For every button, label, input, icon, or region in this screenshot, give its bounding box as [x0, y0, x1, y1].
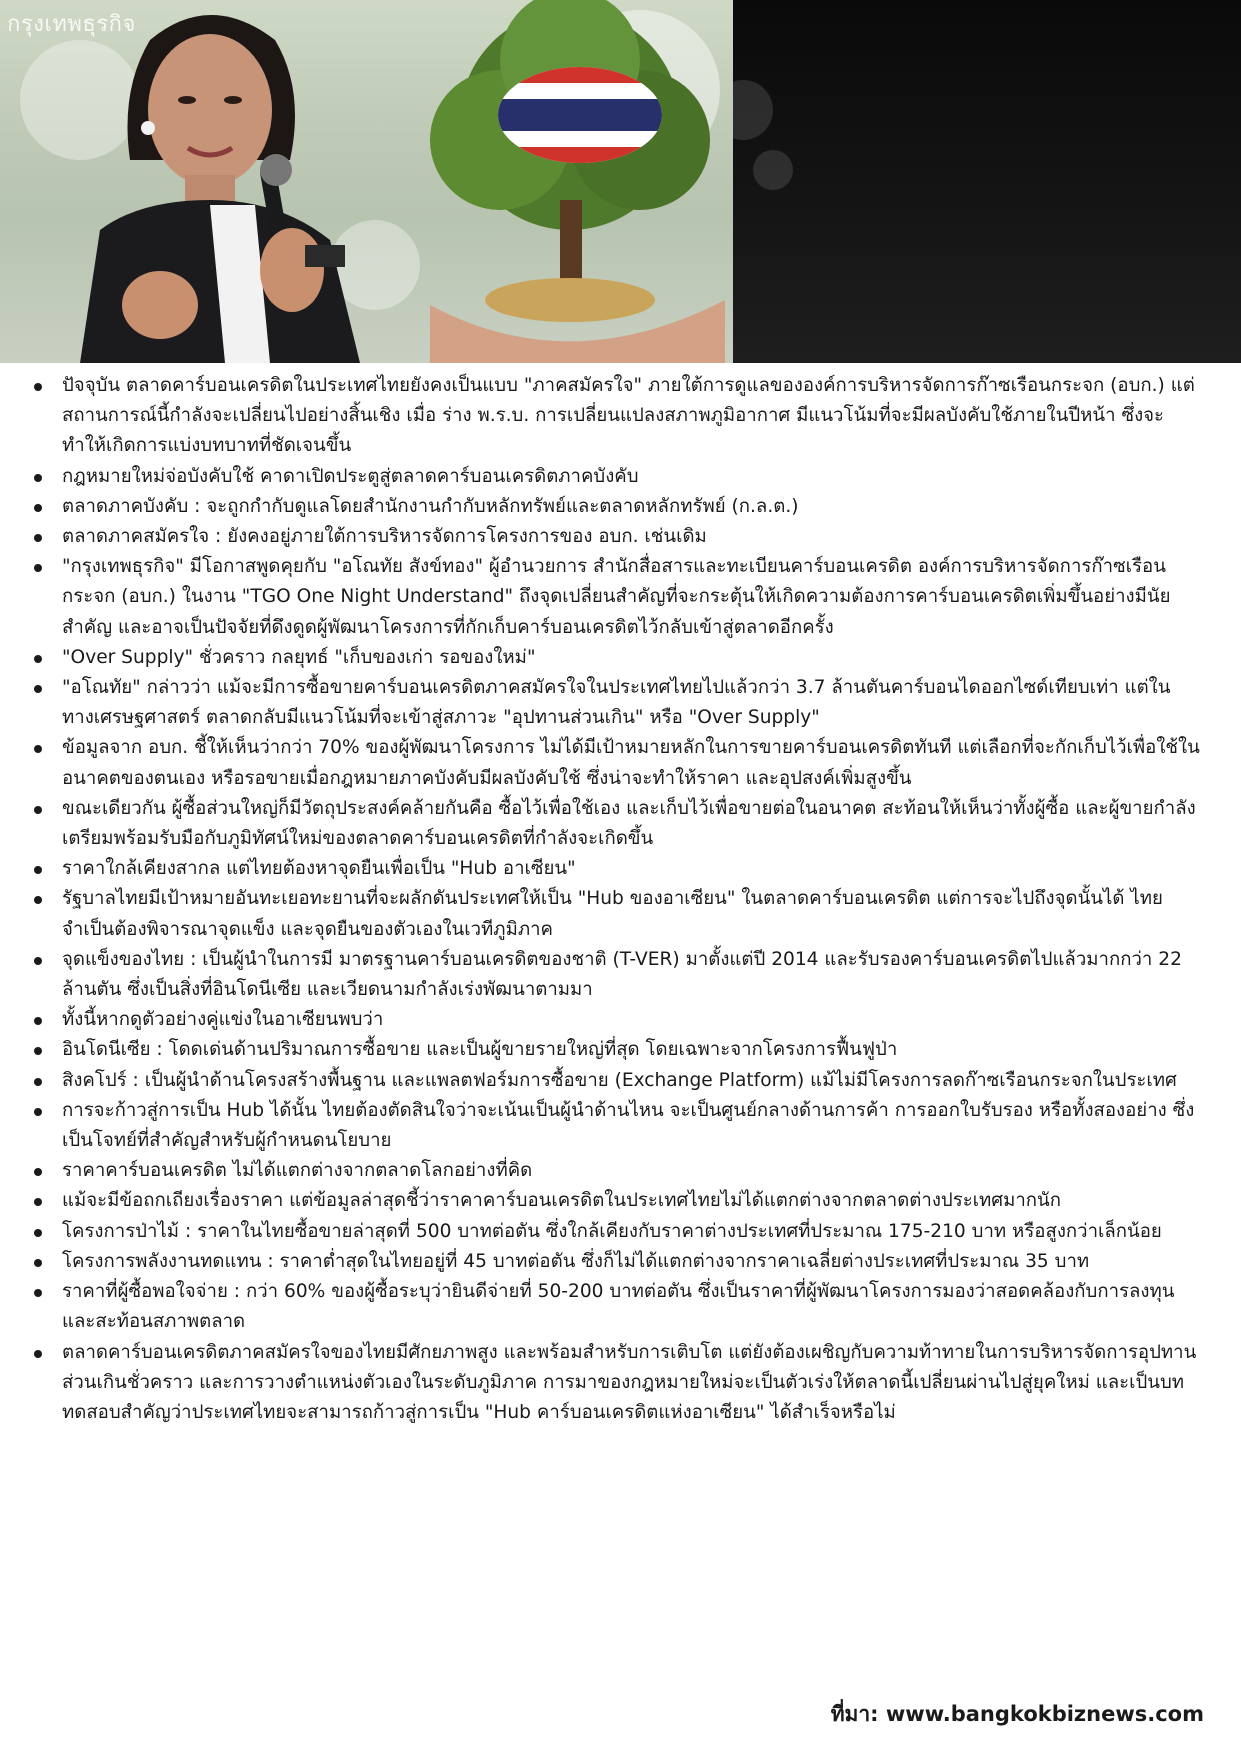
bullet-item: "อโณทัย" กล่าวว่า แม้จะมีการซื้อขายคาร์บอนเครดิตภาคสมัครใจในประเทศไทยไปแล้วกว่า 3.7 ล้านตันคาร์บอนไดออกไซด์เทียบเท่า แต่ในทางเศรษฐศาสตร์ ตลาดกลับมีแนวโน้มที่จะเข้าสู่สภาวะ "อุปทานส่วนเกิน" หรือ "Over Supply"	[62, 673, 1201, 733]
bullet-item: รัฐบาลไทยมีเป้าหมายอันทะเยอทะยานที่จะผลักดันประเทศให้เป็น "Hub ของอาเซียน" ในตลาดคาร์บอนเครดิต แต่การจะไปถึงจุดนั้นได้ ไทยจำเป็นต้องพิจารณาจุดแข็ง และจุดยืนของตัวเองในเวทีภูมิภาค	[62, 884, 1201, 944]
article-body	[0, 363, 1241, 1755]
bullet-item: ข้อมูลจาก อบก. ชี้ให้เห็นว่ากว่า 70% ของผู้พัฒนาโครงการ ไม่ได้มีเป้าหมายหลักในการขายคาร์บอนเครดิตทันที แต่เลือกที่จะกักเก็บไว้เพื่อใช้ในอนาคตของตนเอง หรือรอขายเมื่อกฎหมายภาคบังคับมีผลบังคับใช้ ซึ่งน่าจะทำให้ราคา และอุปสงค์เพิ่มสูงขึ้น	[62, 733, 1201, 793]
bullet-item: โครงการป่าไม้ : ราคาในไทยซื้อขายล่าสุดที่ 500 บาทต่อตัน ซึ่งใกล้เคียงกับราคาต่างประเทศที่ประมาณ 175-210 บาท หรือสูงกว่าเล็กน้อย	[62, 1217, 1201, 1247]
bullet-item: โครงการพลังงานทดแทน : ราคาต่ำสุดในไทยอยู่ที่ 45 บาทต่อตัน ซึ่งก็ไม่ได้แตกต่างจากราคาเฉลี่ยต่างประเทศที่ประมาณ 35 บาท	[62, 1247, 1201, 1277]
bullet-item: การจะก้าวสู่การเป็น Hub ได้นั้น ไทยต้องตัดสินใจว่าจะเน้นเป็นผู้นำด้านไหน จะเป็นศูนย์กลางด้านการค้า การออกใบรับรอง หรือทั้งสองอย่าง ซึ่งเป็นโจทย์ที่สำคัญสำหรับผู้กำหนดนโยบาย	[62, 1096, 1201, 1156]
speaker-woman-left-image	[40, 0, 370, 363]
left-photo	[0, 0, 733, 363]
bullet-item: ขณะเดียวกัน ผู้ซื้อส่วนใหญ่ก็มีวัตถุประสงค์คล้ายกันคือ ซื้อไว้เพื่อใช้เอง และเก็บไว้เพื่อขายต่อในอนาคต สะท้อนให้เห็นว่าทั้งผู้ซื้อ และผู้ขายกำลังเตรียมพร้อมรับมือกับภูมิทัศน์ใหม่ของตลาดคาร์บอนเครดิตที่กำลังจะเกิดขึ้น	[62, 794, 1201, 854]
bullet-item: สิงคโปร์ : เป็นผู้นำด้านโครงสร้างพื้นฐาน และแพลตฟอร์มการซื้อขาย (Exchange Platform) แม้ไม่มีโครงการลดก๊าซเรือนกระจกในประเทศ	[62, 1066, 1201, 1096]
bullet-item: ราคาใกล้เคียงสากล แต่ไทยต้องหาจุดยืนเพื่อเป็น "Hub อาเซียน"	[62, 854, 1201, 884]
bullet-item: ตลาดภาคสมัครใจ : ยังคงอยู่ภายใต้การบริหารจัดการโครงการของ อบก. เช่นเดิม	[62, 522, 1201, 552]
bullet-item: ตลาดคาร์บอนเครดิตภาคสมัครใจของไทยมีศักยภาพสูง และพร้อมสำหรับการเติบโต แต่ยังต้องเผชิญกับความท้าทายในการบริหารจัดการอุปทานส่วนเกินชั่วคราว และการวางตำแหน่งตัวเองในระดับภูมิภาค การมาของกฎหมายใหม่จะเป็นตัวเร่งให้ตลาดนี้เปลี่ยนผ่านไปสู่ยุคใหม่ และเป็นบททดสอบสำคัญว่าประเทศไทยจะสามารถก้าวสู่การเป็น "Hub คาร์บอนเครดิตแห่งอาเซียน" ได้สำเร็จหรือไม่	[62, 1338, 1201, 1429]
bullet-item: ราคาที่ผู้ซื้อพอใจจ่าย : กว่า 60% ของผู้ซื้อระบุว่ายินดีจ่ายที่ 50-200 บาทต่อตัน ซึ่งเป็นราคาที่ผู้พัฒนาโครงการมองว่าสอดคล้องกับการลงทุน และสะท้อนสภาพตลาด	[62, 1277, 1201, 1337]
bullet-item: อินโดนีเซีย : โดดเด่นด้านปริมาณการซื้อขาย และเป็นผู้ขายรายใหญ่ที่สุด โดยเฉพาะจากโครงการฟื้นฟูป่า	[62, 1035, 1201, 1065]
bullet-item: ราคาคาร์บอนเครดิต ไม่ได้แตกต่างจากตลาดโลกอย่างที่คิด	[62, 1156, 1201, 1186]
source-credit: ที่มา: www.bangkokbiznews.com	[830, 1702, 1204, 1726]
bullet-list	[0, 363, 1241, 1428]
bullet-item: แม้จะมีข้อถกเถียงเรื่องราคา แต่ข้อมูลล่าสุดชี้ว่าราคาคาร์บอนเครดิตในประเทศไทยไม่ได้แตกต่างจากตลาดต่างประเทศมากนัก	[62, 1186, 1201, 1216]
bullet-item: ทั้งนี้หากดูตัวอย่างคู่แข่งในอาเซียนพบว่า	[62, 1005, 1201, 1035]
bullet-item: ปัจจุบัน ตลาดคาร์บอนเครดิตในประเทศไทยยังคงเป็นแบบ "ภาคสมัครใจ" ภายใต้การดูแลขององค์การบริหารจัดการก๊าซเรือนกระจก (อบก.) แต่สถานการณ์นี้กำลังจะเปลี่ยนไปอย่างสิ้นเชิง เมื่อ ร่าง พ.ร.บ. การเปลี่ยนแปลงสภาพภูมิอากาศ มีแนวโน้มที่จะมีผลบังคับใช้ภายในปีหน้า ซึ่งจะทำให้เกิดการแบ่งบทบาทที่ชัดเจนขึ้น	[62, 371, 1201, 462]
bullet-item: ตลาดภาคบังคับ : จะถูกกำกับดูแลโดยสำนักงานกำกับหลักทรัพย์และตลาดหลักทรัพย์ (ก.ล.ต.)	[62, 492, 1201, 522]
bullet-item: จุดแข็งของไทย : เป็นผู้นำในการมี มาตรฐานคาร์บอนเครดิตของชาติ (T-VER) มาตั้งแต่ปี 2014 และรับรองคาร์บอนเครดิตไปแล้วมากกว่า 22 ล้านตัน ซึ่งเป็นสิ่งที่อินโดนีเซีย และเวียดนามกำลังเร่งพัฒนาตามมา	[62, 945, 1201, 1005]
hero-photo	[0, 0, 1241, 363]
right-photo	[733, 0, 1241, 363]
watermark-text: กรุงเทพธุรกิจ	[7, 12, 136, 37]
tree-with-thai-flag-image	[410, 0, 730, 363]
bullet-item: กฎหมายใหม่จ่อบังคับใช้ คาดาเปิดประตูสู่ตลาดคาร์บอนเครดิตภาคบังคับ	[62, 462, 1201, 492]
bullet-item: "กรุงเทพธุรกิจ" มีโอกาสพูดคุยกับ "อโณทัย สังข์ทอง" ผู้อำนวยการ สำนักสื่อสารและทะเบียนคาร์บอนเครดิต องค์การบริหารจัดการก๊าซเรือนกระจก (อบก.) ในงาน "TGO One Night Understand" ถึงจุดเปลี่ยนสำคัญที่จะกระตุ้นให้เกิดความต้องการคาร์บอนเครดิตเพิ่มขึ้นอย่างมีนัยสำคัญ และอาจเป็นปัจจัยที่ดึงดูดผู้พัฒนาโครงการที่กักเก็บคาร์บอนเครดิตไว้กลับเข้าสู่ตลาดอีกครั้ง	[62, 552, 1201, 643]
bullet-item: "Over Supply" ชั่วคราว กลยุทธ์ "เก็บของเก่า รอของใหม่"	[62, 643, 1201, 673]
